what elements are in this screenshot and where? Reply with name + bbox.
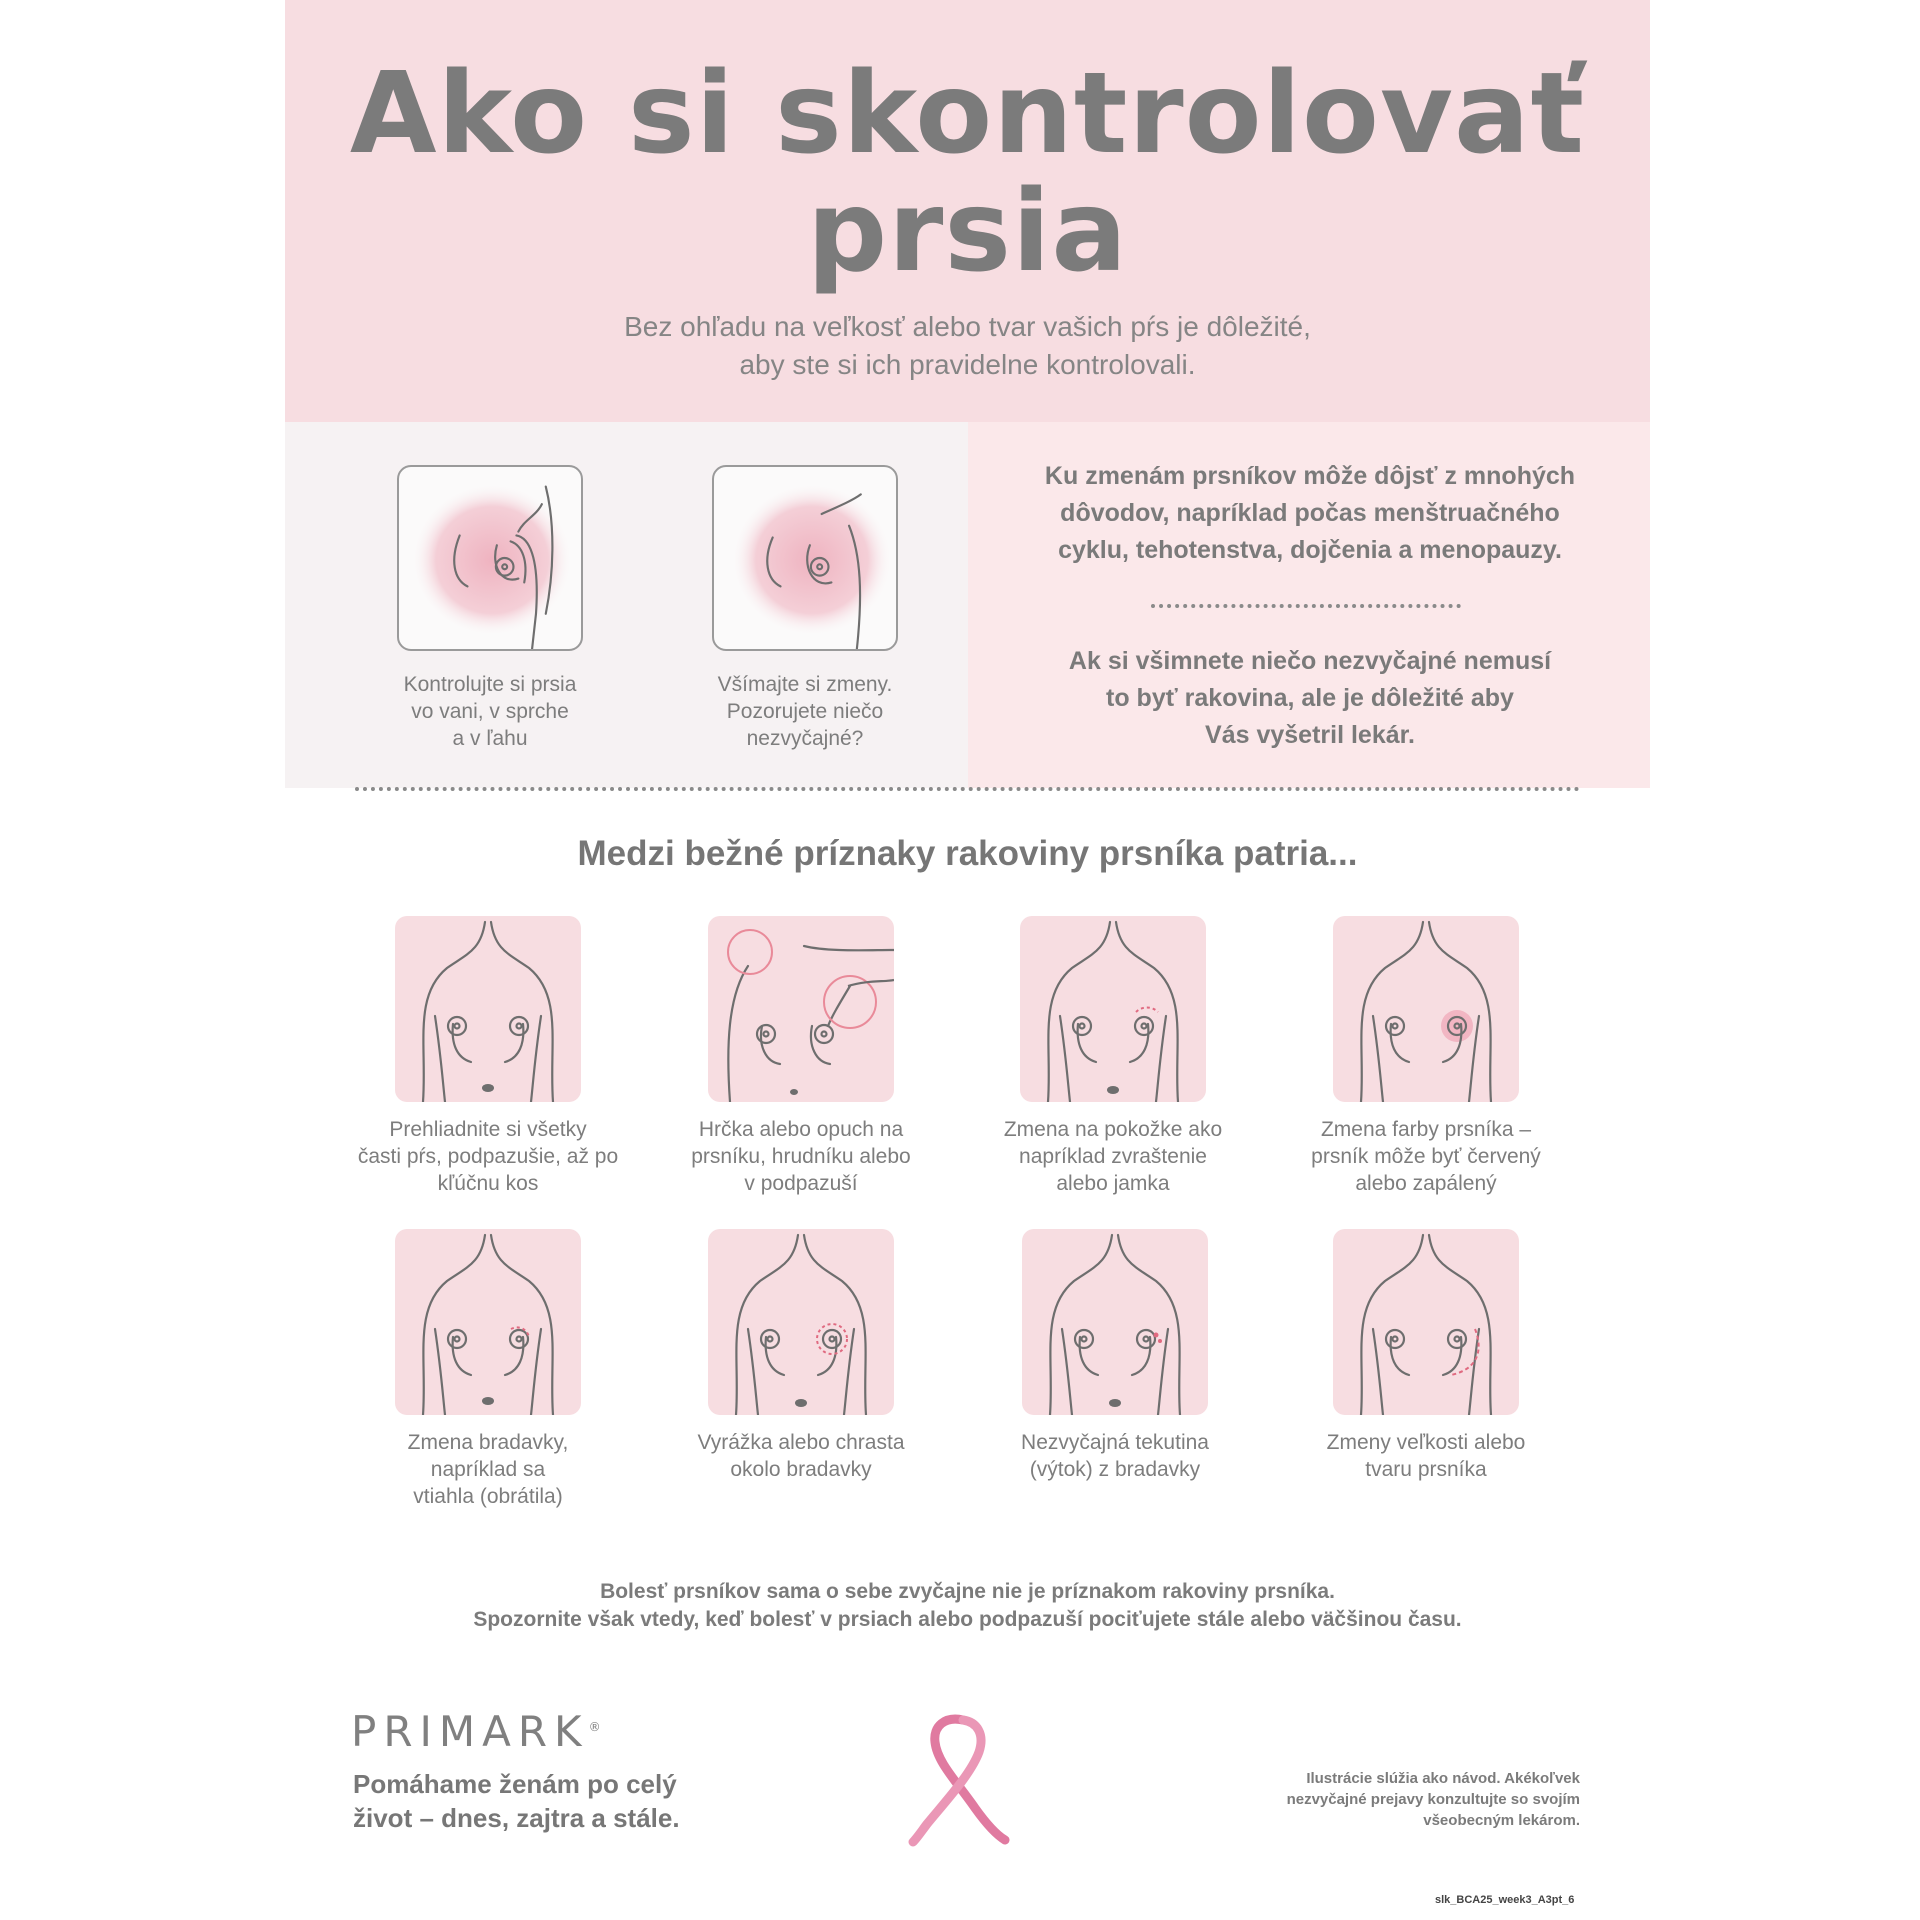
torso-rash-icon — [708, 1229, 894, 1415]
symptom-illustration — [395, 1229, 581, 1415]
info-line: Ak si všimnete niečo nezvyčajné nemusí — [1068, 647, 1552, 675]
caption-line: Pozorujete niečo — [726, 700, 884, 723]
caption-line: tvaru prsníka — [1365, 1458, 1487, 1481]
caption-line: okolo bradavky — [730, 1458, 872, 1481]
symptom-size-change — [1276, 1229, 1576, 1483]
symptom-caption — [651, 1429, 951, 1483]
torso-redness-icon — [1333, 916, 1519, 1102]
subtitle-line-2: aby ste si ich pravidelne kontrolovali. — [739, 349, 1196, 380]
info-line: to byť rakovina, ale je dôležité aby — [1106, 684, 1514, 712]
info-line: Vás vyšetril lekár. — [1205, 721, 1415, 749]
symptom-lump-or-swelling — [651, 916, 951, 1197]
symptom-nipple-change — [338, 1229, 638, 1510]
caption-line: Zmena bradavky, — [407, 1431, 569, 1454]
dotted-divider — [1151, 604, 1461, 608]
caption-line: Hrčka alebo opuch na — [698, 1118, 904, 1141]
caption-line: alebo zapálený — [1355, 1172, 1497, 1195]
torso-size-change-icon — [1333, 1229, 1519, 1415]
caption-line: Všímajte si zmeny. — [717, 673, 893, 696]
info-line: dôvodov, napríklad počas menštruačného — [1060, 499, 1560, 527]
caption-line: a v ľahu — [452, 727, 528, 750]
notice-info-text — [1005, 643, 1615, 754]
tagline-line: Pomáhame ženám po celý — [353, 1769, 677, 1799]
torso-icon — [395, 916, 581, 1102]
caption-line: vtiahla (obrátila) — [413, 1485, 563, 1508]
document-code: slk_BCA25_week3_A3pt_6 — [1435, 1894, 1575, 1906]
registered-mark: ® — [588, 1720, 601, 1734]
changes-info-text — [1005, 458, 1615, 569]
caption-line: (výtok) z bradavky — [1029, 1458, 1201, 1481]
symptom-illustration — [1333, 916, 1519, 1102]
step-check-in-bath — [380, 465, 600, 752]
caption-line: prsníku, hrudníku alebo — [691, 1145, 911, 1168]
step-caption — [380, 671, 600, 752]
pain-note — [285, 1578, 1650, 1634]
hand-check-icon — [399, 467, 581, 649]
disclaimer-line: Ilustrácie slúžia ako návod. Akékoľvek — [1306, 1770, 1580, 1787]
disclaimer-line: nezvyčajné prejavy konzultujte so svojím — [1286, 1791, 1580, 1808]
symptom-caption — [651, 1116, 951, 1197]
note-line: Bolesť prsníkov sama o sebe zvyčajne nie je príznakom rakoviny prsníka. — [600, 1580, 1335, 1603]
symptom-caption — [965, 1429, 1265, 1483]
brand-name: PRIMARK — [351, 1707, 589, 1756]
title-line-1: Ako si skontrolovať — [349, 49, 1586, 179]
symptom-illustration — [1020, 916, 1206, 1102]
torso-lump-icon — [708, 916, 894, 1102]
caption-line: Zmena farby prsníka – — [1320, 1118, 1532, 1141]
symptom-skin-change — [963, 916, 1263, 1197]
symptom-illustration — [708, 916, 894, 1102]
caption-line: alebo jamka — [1056, 1172, 1170, 1195]
info-line: cyklu, tehotenstva, dojčenia a menopauzy. — [1058, 536, 1562, 564]
symptom-discharge — [965, 1229, 1265, 1483]
caption-line: Prehliadnite si všetky — [389, 1118, 587, 1141]
caption-line: Zmena na pokožke ako — [1003, 1118, 1223, 1141]
subtitle-line-1: Bez ohľadu na veľkosť alebo tvar vašich pŕs je dôležité, — [624, 311, 1311, 342]
disclaimer — [1175, 1768, 1580, 1831]
caption-line: napríklad sa — [430, 1458, 546, 1481]
title-line-2: prsia — [806, 167, 1129, 297]
caption-line: Vyrážka alebo chrasta — [697, 1431, 905, 1454]
symptom-illustration — [708, 1229, 894, 1415]
note-line: Spozornite však vtedy, keď bolesť v prsiach alebo podpazuší pociťujete stále alebo väčšinou času. — [473, 1608, 1462, 1631]
symptom-illustration — [395, 916, 581, 1102]
symptom-rash — [651, 1229, 951, 1483]
symptom-caption — [338, 1116, 638, 1197]
caption-line: Nezvyčajná tekutina — [1021, 1431, 1209, 1454]
disclaimer-line: všeobecným lekárom. — [1423, 1812, 1580, 1829]
caption-line: nezvyčajné? — [746, 727, 864, 750]
caption-line: Zmeny veľkosti alebo — [1326, 1431, 1526, 1454]
caption-line: v podpazuší — [744, 1172, 858, 1195]
poster — [285, 0, 1650, 1920]
caption-line: časti pŕs, podpazušie, až po — [357, 1145, 619, 1168]
caption-line: Kontrolujte si prsia — [403, 673, 577, 696]
pink-ribbon-icon — [905, 1712, 1015, 1852]
subtitle — [435, 308, 1500, 384]
symptom-caption — [338, 1429, 638, 1510]
symptom-caption — [963, 1116, 1263, 1197]
section-divider — [355, 787, 1580, 791]
torso-discharge-icon — [1022, 1229, 1208, 1415]
symptom-illustration — [1333, 1229, 1519, 1415]
torso-side-icon — [714, 467, 896, 649]
tagline — [353, 1767, 753, 1835]
tagline-line: život – dnes, zajtra a stále. — [353, 1803, 680, 1833]
symptom-check-all-areas — [338, 916, 638, 1197]
caption-line: prsník môže byť červený — [1311, 1145, 1541, 1168]
page-title — [285, 49, 1650, 297]
symptom-caption — [1276, 1429, 1576, 1483]
header-banner — [285, 0, 1650, 422]
symptom-color-change — [1276, 916, 1576, 1197]
caption-line: vo vani, v sprche — [411, 700, 569, 723]
info-line: Ku zmenám prsníkov môže dôjsť z mnohých — [1044, 462, 1576, 490]
step-illustration — [397, 465, 583, 651]
primark-logo — [351, 1707, 601, 1756]
torso-dimple-icon — [1020, 916, 1206, 1102]
caption-line: kľúčnu kos — [437, 1172, 539, 1195]
symptoms-title: Medzi bežné príznaky rakoviny prsníka patria... — [577, 834, 1358, 873]
step-caption — [695, 671, 915, 752]
symptom-illustration — [1022, 1229, 1208, 1415]
torso-inverted-nipple-icon — [395, 1229, 581, 1415]
step-illustration — [712, 465, 898, 651]
symptom-caption — [1276, 1116, 1576, 1197]
step-notice-changes — [695, 465, 915, 752]
caption-line: napríklad zvraštenie — [1019, 1145, 1207, 1168]
